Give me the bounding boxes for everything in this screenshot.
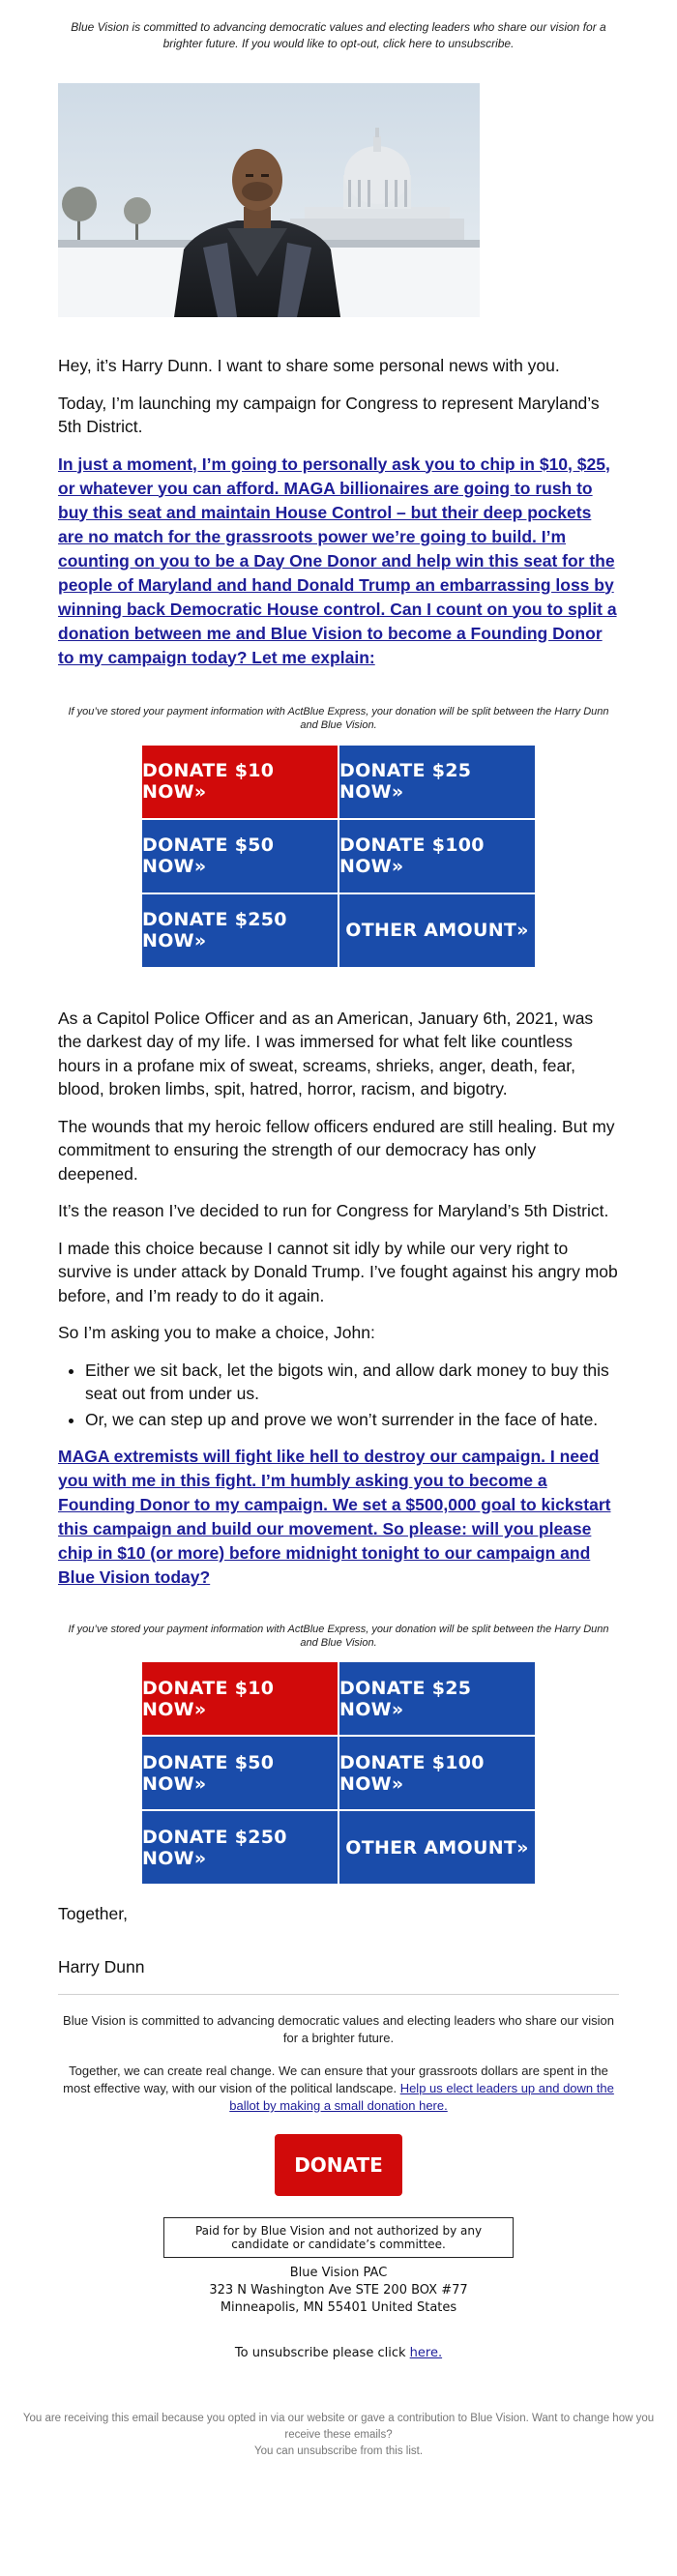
actblue-note-2: If you’ve stored your payment information with ActBlue Express, your donation will be split between the Harry Dunn and Blue Vision. — [68, 1624, 609, 1649]
choices-list — [85, 1359, 619, 1432]
story-paragraph-2: The wounds that my heroic fellow officers endured are still healing. But my commitment to ensuring the strength of our democracy has only deepened. — [58, 1116, 615, 1184]
choice-item: • Either we sit back, let the bigots win, and allow dark money to buy this seat out from under us. — [85, 1359, 619, 1406]
donate-10-button[interactable]: DONATE $10 NOW» — [141, 745, 338, 819]
capitol-photo-illustration — [58, 83, 480, 317]
unsubscribe-text: To unsubscribe please click — [234, 2346, 406, 2360]
donate-100-button[interactable]: DONATE $100 NOW» — [338, 819, 536, 893]
story-section — [58, 968, 619, 1591]
donate-250-button[interactable]: DONATE $250 NOW» — [141, 893, 338, 968]
bottom-note-line-2[interactable]: You can unsubscribe from this list. — [253, 2445, 424, 2457]
bottom-note — [10, 2411, 667, 2460]
donate-50-button[interactable]: DONATE $50 NOW» — [141, 1736, 338, 1810]
donate-grid-2 — [141, 1661, 536, 1885]
story-donation-link[interactable]: MAGA extremists will fight like hell to destroy our campaign. I need you with me in this fight. I’m humbly asking you to become a Founding Donor to my campaign. We set a $500,000 goal to kickstart this campaign and build our movement. So please: will you please chip in $10 (or more) before midnight tonight to our campaign and Blue Vision today? — [58, 1447, 611, 1587]
donate-50-button[interactable]: DONATE $50 NOW» — [141, 819, 338, 893]
unsubscribe-link[interactable]: here. — [409, 2346, 443, 2360]
story-paragraph-4: I made this choice because I cannot sit idly by while our very right to survive is under attack by Donald Trump. I’ve fought against his angry mob before, and I’m ready to do it again. — [58, 1238, 618, 1305]
donate-grid-1 — [141, 745, 536, 968]
donate-other-amount-button[interactable]: OTHER AMOUNT» — [338, 893, 536, 968]
footer-donate-button[interactable]: DONATE — [275, 2134, 402, 2196]
org-name: Blue Vision PAC — [289, 2266, 388, 2280]
footer-mission: Blue Vision is committed to advancing democratic values and electing leaders who share our vision for a brighter future. — [63, 2013, 614, 2045]
story-paragraph-1: As a Capitol Police Officer and as an American, January 6th, 2021, was the darkest day of my life. I was immersed for what felt like countless hours in a profane mix of sweat, screams, shrieks, anger, death, fear, blood, broken limbs, spit, hatred, horror, racism, and bigotry. — [58, 1008, 594, 1098]
paid-for-disclaimer — [163, 2217, 514, 2258]
donate-100-button[interactable]: DONATE $100 NOW» — [338, 1736, 536, 1810]
address-line-2: Minneapolis, MN 55401 United States — [220, 2300, 457, 2315]
donate-25-button[interactable]: DONATE $25 NOW» — [338, 1661, 536, 1736]
unsubscribe-line — [0, 2346, 677, 2360]
footer-change — [58, 2063, 619, 2115]
donate-25-button[interactable]: DONATE $25 NOW» — [338, 745, 536, 819]
choice-item: • Or, we can step up and prove we won’t surrender in the face of hate. — [85, 1408, 619, 1432]
bottom-note-line-1[interactable]: You are receiving this email because you opted in via our website or gave a contribution to Blue Vision. Want to change how you receive these emails? — [22, 2413, 655, 2441]
signoff — [58, 1902, 619, 1978]
optout-note[interactable]: Blue Vision is committed to advancing democratic values and electing leaders who share our vision for a brighter future. If you would like to opt-out, click here to unsubscribe. — [71, 20, 606, 50]
actblue-note-1: If you’ve stored your payment information with ActBlue Express, your donation will be split between the Harry Dunn and Blue Vision. — [68, 705, 609, 731]
org-address — [0, 2265, 677, 2317]
donate-other-amount-button[interactable]: OTHER AMOUNT» — [338, 1810, 536, 1885]
footer-divider — [58, 1994, 619, 1995]
story-paragraph-3: It’s the reason I’ve decided to run for Congress for Maryland’s 5th District. — [58, 1201, 609, 1220]
intro-paragraph-1: Hey, it’s Harry Dunn. I want to share some personal news with you. — [58, 356, 560, 375]
footer-change-text: Together, we can create real change. We can ensure that your grassroots dollars are spent in the most effective way, with our vision of the political landscape. — [63, 2064, 608, 2095]
signoff-name: Harry Dunn — [58, 1956, 145, 1976]
donate-10-button[interactable]: DONATE $10 NOW» — [141, 1661, 338, 1736]
donate-250-button[interactable]: DONATE $250 NOW» — [141, 1810, 338, 1885]
hero-photo — [58, 83, 480, 317]
paid-for-text: Paid for by Blue Vision and not authorized by any candidate or candidate’s committee. — [194, 2224, 483, 2251]
story-paragraph-5: So I’m asking you to make a choice, John: — [58, 1323, 375, 1342]
intro-paragraph-2: Today, I’m launching my campaign for Congress to represent Maryland’s 5th District. — [58, 393, 600, 436]
intro-section — [58, 354, 619, 670]
address-line-1: 323 N Washington Ave STE 200 BOX #77 — [209, 2283, 468, 2298]
intro-donation-link[interactable]: In just a moment, I’m going to personally ask you to chip in $10, $25, or whatever you can afford. MAGA billionaires are going to rush to buy this seat and maintain House Control – but their deep pockets are no match for the grassroots power we’re going to build. I’m counting on you to be a Day One Donor and help win this seat for the people of Maryland and hand Donald Trump an embarrassing loss by winning back Democratic House control. Can I count on you to split a donation between me and Blue Vision to become a Founding Donor to my campaign today? Let me explain: — [58, 454, 617, 667]
signoff-together: Together, — [58, 1904, 128, 1923]
footer-donate-link[interactable]: Help us elect leaders up and down the ballot by making a small donation here. — [229, 2081, 614, 2113]
